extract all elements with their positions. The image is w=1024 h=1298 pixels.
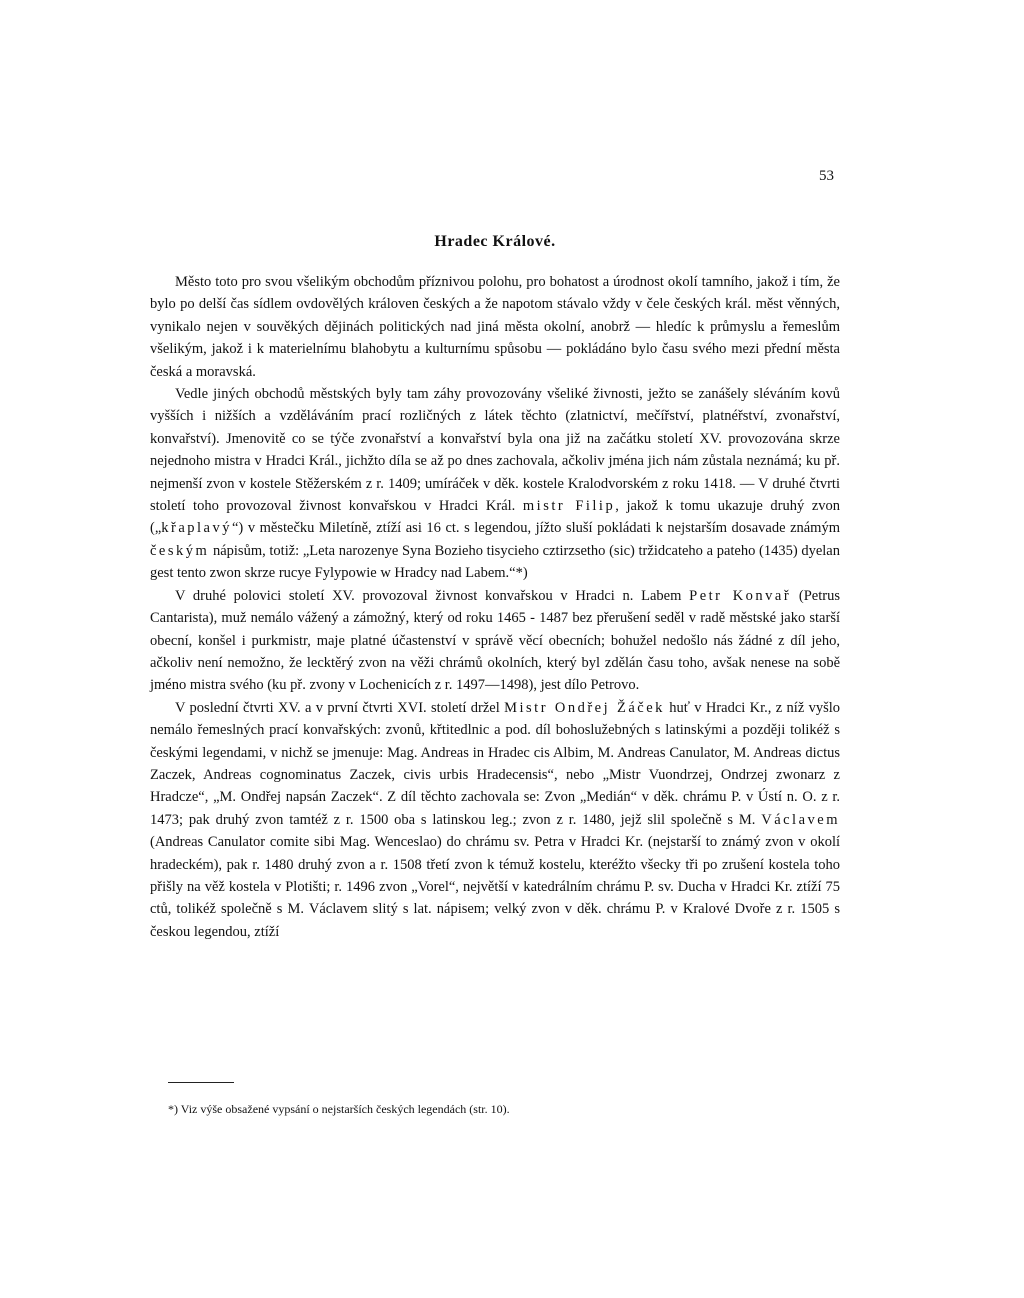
paragraph-2-part-b: , jakož k tomu ukazuje druhý zvon („ [150,498,841,537]
paragraph-4-part-b: huť v Hradci Kr., z níž vyšlo nemálo řemeslných prací konvařských: zvonů, křtitedlnic a pod. díl bohoslužebných s latinskými a později tolikéž s českými legendami, v nichž se jmenuje: Mag. Andreas in Hradec cis Albim, M. Andreas Canulator, M. Andreas dictus Zaczek, Andreas cognominatus Zaczek, civis urbis Hradecensis“, nebo „Mistr Vuondrzej, Ondrzej zwonarz z Hradcze“, „M. Ondřej napsán Zaczek“. Z díl těchto zachovala se: Zvon „Medián“ v děk. chrámu P. v Ústí n. O. z r. 1473; pak druhý zvon tamtéž z r. 1500 oba s latinskou leg.; zvon z r. 1480, jejž slil společně s M. [150,699,841,828]
paragraph-3 [150,585,840,697]
paragraph-2-part-c: “) v městečku Miletíně, ztíží asi 16 ct. s legendou, jížto sluší pokládati k nejstarším dosavade známým [232,520,840,537]
paragraph-2 [150,383,840,585]
page-number: 53 [819,168,834,184]
paragraph-2-part-a: Vedle jiných obchodů městských byly tam záhy provozovány všeliké živnosti, ježto se zanášely sléváním kovů vyšších i nižších a vzděláváním prací rozličných z látek těchto (zlatnictví, mečířství, platnéřství, zvonařství, konvařství). Jmenovitě co se týče zvonařství a konvařství byla ona již na začátku století XV. provozována skrze nejednoho mistra v Hradci Král., jichžto díla se až po dnes zachovala, ačkoliv jména jich nám zůstala neznámá; ku př. nejmenší zvon v kostele Stěžerském z r. 1409; umíráček v děk. kostele Kralodvorském z roku 1418. — V druhé čtvrti století toho provozoval živnost konvařskou v Hradci Král. [150,386,840,515]
paragraph-4-part-a: V poslední čtvrti XV. a v první čtvrti XVI. století držel [175,699,500,716]
paragraph-1: Město toto pro svou všelikým obchodům příznivou polohu, pro bohatost a úrodnost okolí tamního, jakož i tím, že bylo po delší čas sídlem ovdovělých královen českých a že napotom stávalo vždy v čele českých král. měst věnných, vynikalo nejen v souvěkých dějinách politických nad jiná města okolní, anobrž — hledíc k průmyslu a řemeslům všelikým, jakož i k materielnímu blahobytu a kulturnímu spůsobu — pokládáno bylo času svého mezi přední města česká a moravská. [150,274,840,380]
name-vaclavem: Václavem [761,811,840,828]
bell-name-kraplavy: křaplavý [161,520,232,537]
name-petr-konvar: Petr Konvař [689,587,792,604]
paragraph-3-part-b: (Petrus Cantarista), muž nemálo vážený a zámožný, který od roku 1465 - 1487 bez přerušení seděl v radě městské jako starší obecní, konšel i purkmistr, maje platné účastenství v správě věcí obecních; bohužel nedošlo nás žádné z díl jeho, ačkoliv není nemožno, že lecktěrý zvon na věži chrámů okolních, který byl zdělán času toho, avšak nenese na sobě jméno mistra svého (ku př. zvony v Lochenicích z r. 1497—1498), jest dílo Petrovo. [150,587,840,694]
paragraph-4-part-c: (Andreas Canulator comite sibi Mag. Wenceslao) do chrámu sv. Petra v Hradci Kr. (nejstarší to známý zvon v okolí hradeckém), pak r. 1480 druhý zvon a r. 1508 třetí zvon k témuž kostelu, kteréžto všecky tři po zrušení kostela toho přišly na věž kostela v Plotišti; r. 1496 zvon „Vorel“, největší v katedrálním chrámu P. sv. Ducha v Hradci Kr. ztíží 75 ctů, tolikéž společně s M. Václavem slitý s lat. nápisem; velký zvon v děk. chrámu P. v Kralové Dvoře z r. 1505 s českou legendou, ztíží [150,834,840,940]
name-mistr-filip: mistr Filip [522,498,616,515]
body-text [150,271,840,943]
page-title: Hradec Králové. [434,233,556,250]
name-mistr-ondrej-zacek: Mistr Ondřej Žáček [504,699,665,716]
paragraph-4 [150,697,840,943]
footnote: *) Viz výše obsažené vypsání o nejstarších českých legendách (str. 10). [168,1102,510,1116]
word-ceskym: českým [150,542,210,559]
footnote-rule [168,1082,234,1083]
paragraph-2-part-d: nápisům, totiž: „Leta narozenye Syna Bozieho tisycieho cztirzsetho (sic) tržidcateho a pateho (1435) dyelan gest tento zwon skrze rucye Fylypowie w Hradcy nad Labem.“*) [150,542,840,582]
paragraph-3-part-a: V druhé polovici století XV. provozoval živnost konvařskou v Hradci n. Labem [175,587,682,604]
